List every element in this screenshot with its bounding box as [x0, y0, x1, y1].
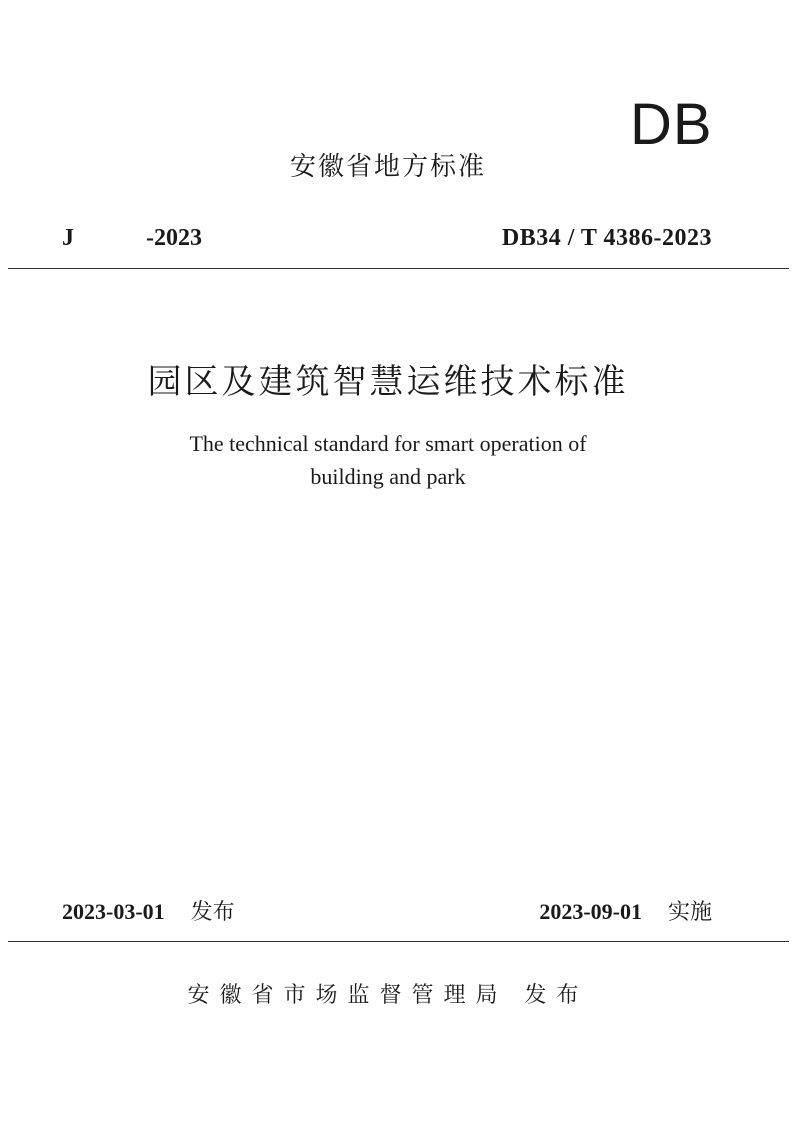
implement-label: 实施: [667, 900, 712, 925]
title-english-line2: building and park: [310, 464, 466, 489]
issue-label: 发布: [190, 900, 235, 925]
title-english: [0, 427, 776, 493]
db-logo: DB: [630, 92, 713, 157]
top-divider: [8, 268, 789, 269]
implement-date-block: [539, 899, 712, 926]
bottom-divider: [8, 941, 789, 942]
implement-date: 2023-09-01: [539, 899, 642, 924]
issuing-authority: 安徽省市场监督管理局 发布: [187, 983, 589, 1008]
title-english-line1: The technical standard for smart operation of: [189, 431, 587, 456]
issue-date-block: [62, 899, 235, 926]
title-chinese: 园区及建筑智慧运维技术标准: [147, 362, 629, 402]
filing-number-year: -2023: [146, 225, 202, 251]
standard-category: 安徽省地方标准: [289, 152, 486, 182]
filing-number-prefix: J: [62, 225, 74, 251]
issue-date: 2023-03-01: [62, 899, 165, 924]
standard-number: DB34 / T 4386-2023: [501, 225, 712, 251]
